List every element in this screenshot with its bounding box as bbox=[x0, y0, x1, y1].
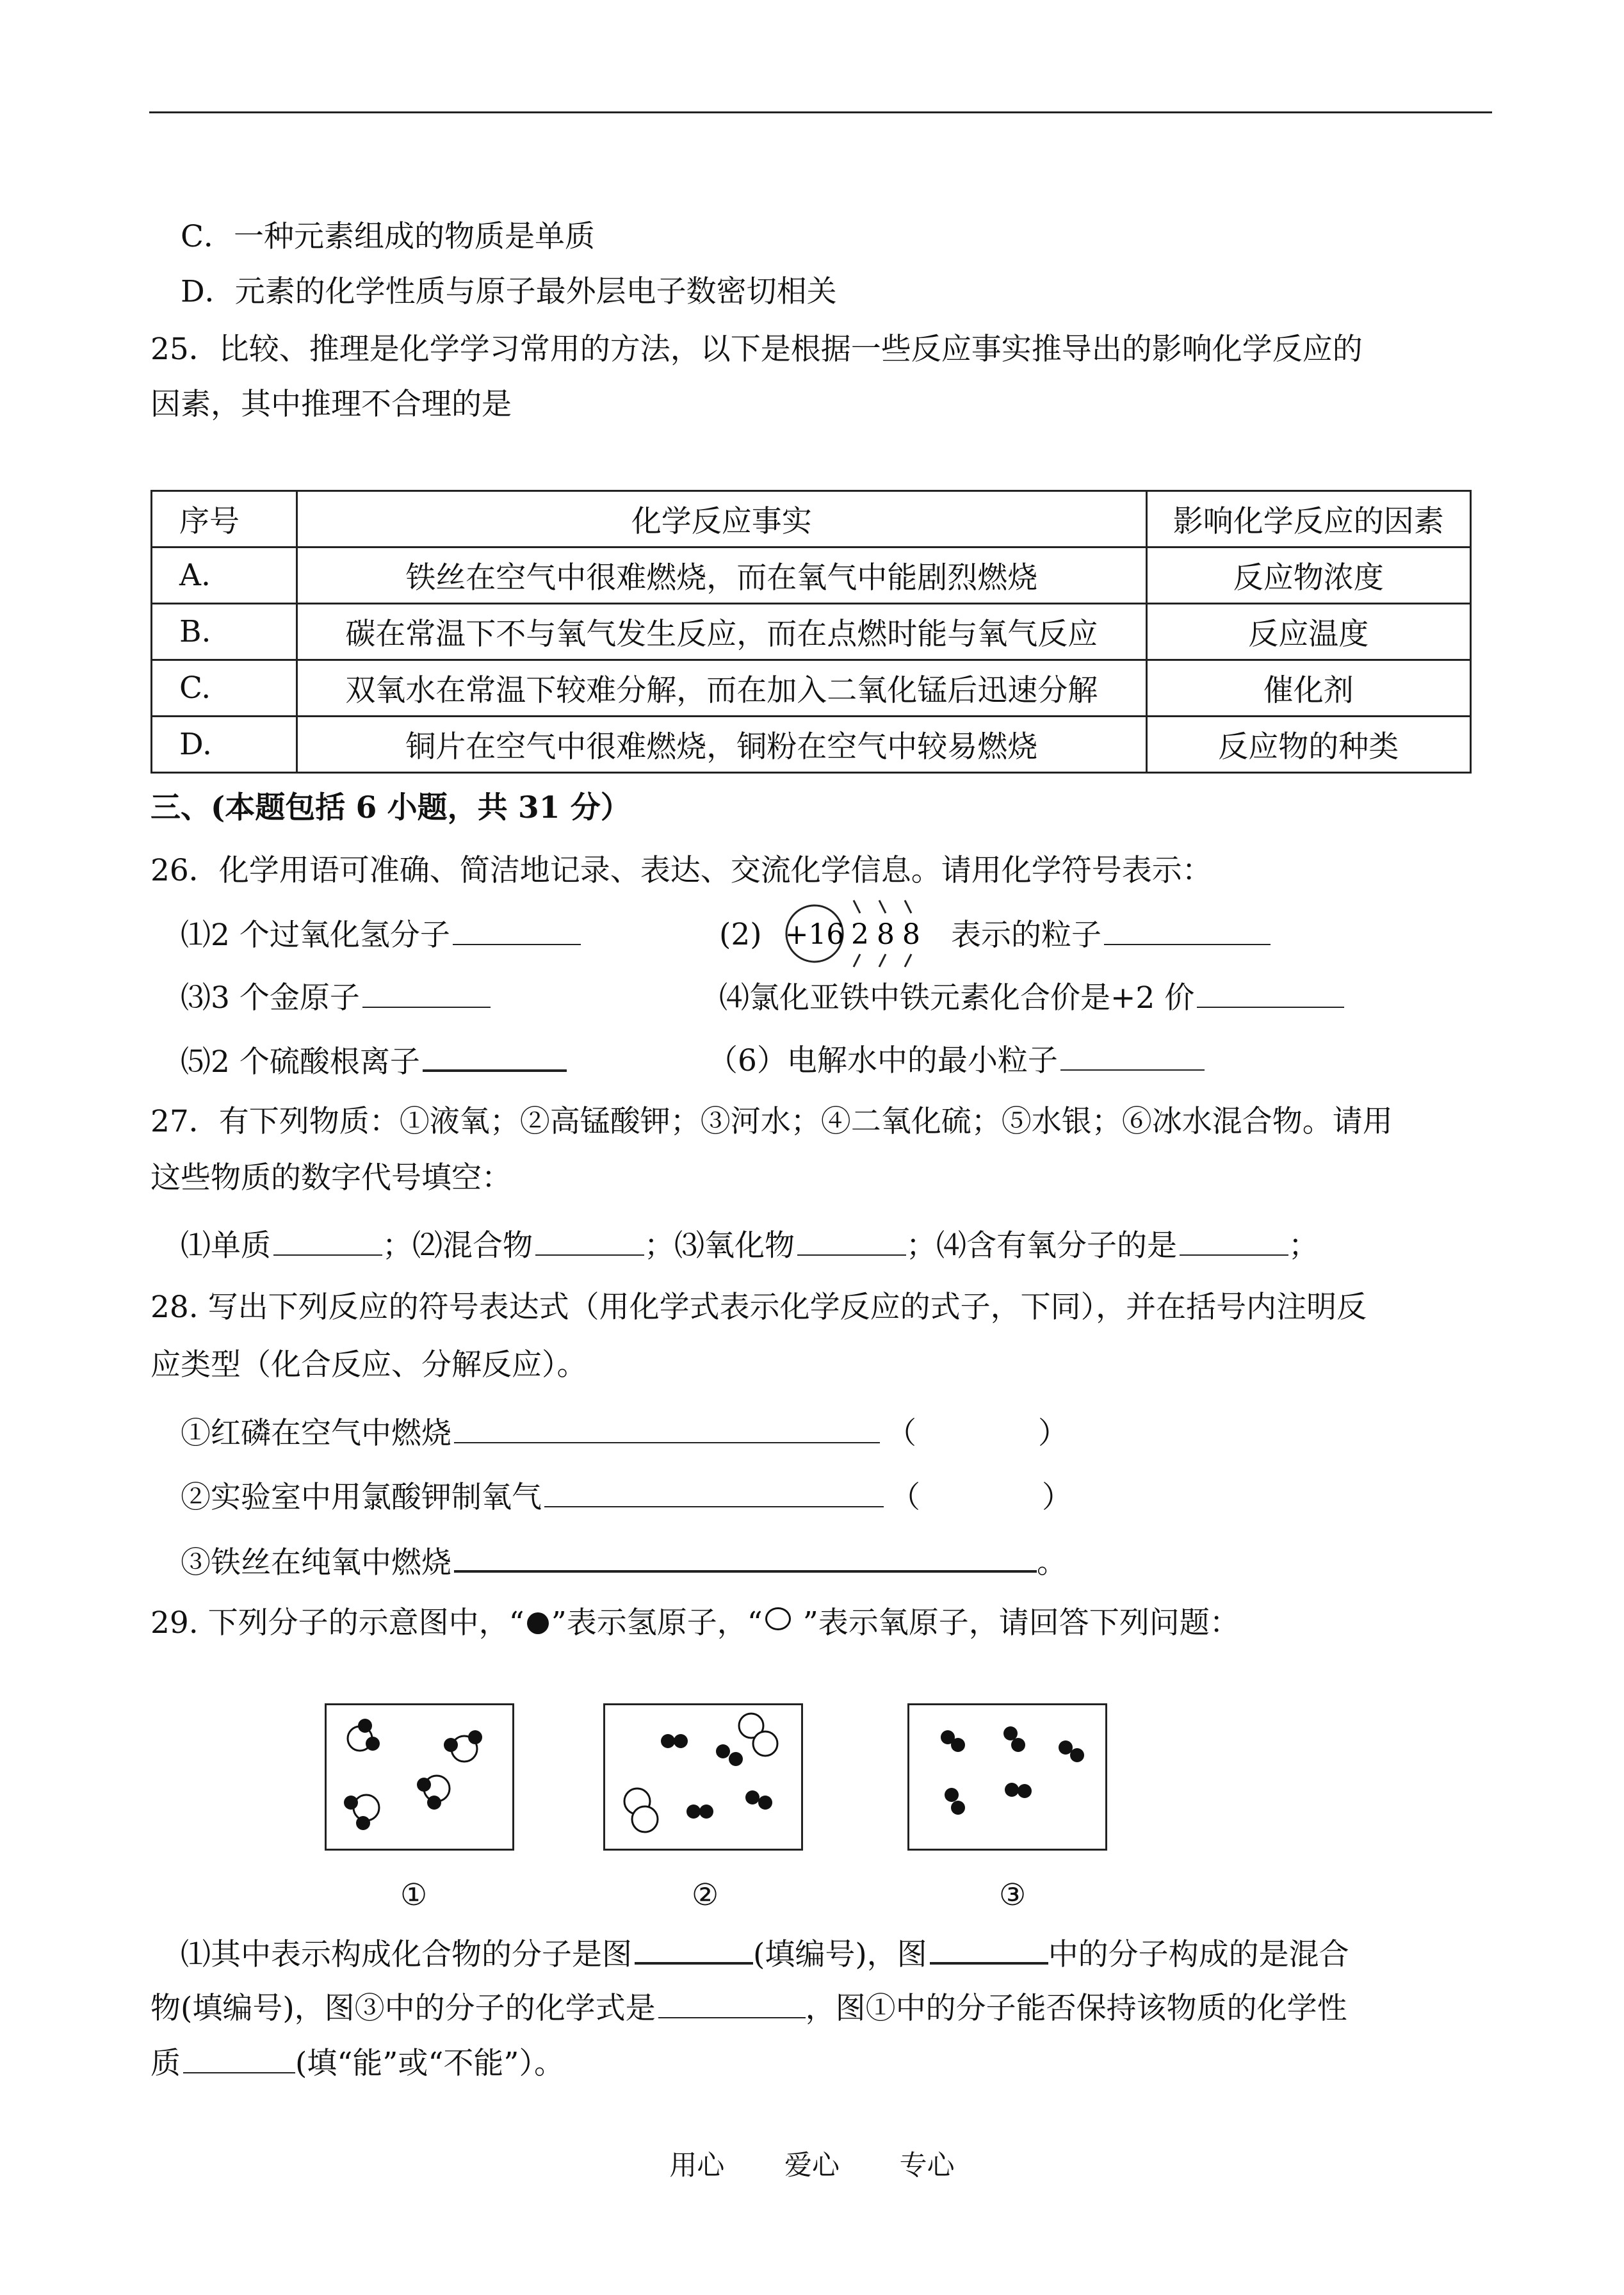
q27-c-text: ；⑶氧化物 bbox=[644, 1228, 795, 1263]
table-row bbox=[152, 660, 1471, 717]
table-cell: 反应物浓度 bbox=[1146, 547, 1470, 604]
answer-blank[interactable] bbox=[362, 978, 491, 1008]
shell-electrons-1: 2 bbox=[851, 918, 869, 951]
answer-blank[interactable] bbox=[544, 1478, 884, 1507]
q26-part6 bbox=[708, 1041, 1205, 1080]
answer-blank[interactable] bbox=[1180, 1226, 1288, 1256]
answer-blank[interactable] bbox=[453, 916, 581, 945]
hydrogen-molecule bbox=[1059, 1740, 1084, 1762]
table-header-row bbox=[152, 491, 1471, 547]
q29-l1c: 中的分子构成的是混合 bbox=[1048, 1937, 1349, 1972]
header-cell: 化学反应事实 bbox=[297, 491, 1146, 547]
answer-blank[interactable] bbox=[454, 1542, 1037, 1573]
q27-stem2: 这些物质的数字代号填空： bbox=[150, 1160, 512, 1196]
q29-l2a: 物(填编号)，图③中的分子的化学式是 bbox=[150, 1991, 656, 2026]
q29-line1 bbox=[181, 1934, 1349, 1974]
q28-r2-text: ②实验室中用氯酸钾制氧气 bbox=[181, 1480, 542, 1515]
q26-part1 bbox=[181, 916, 581, 955]
q29-line2 bbox=[150, 1989, 1347, 2028]
q29-stem-b: ”表示氢原子，“ bbox=[551, 1605, 763, 1641]
header-cell: 影响化学反应的因素 bbox=[1146, 491, 1470, 547]
hydrogen-molecule bbox=[716, 1744, 743, 1766]
water-molecule bbox=[444, 1730, 482, 1762]
hydrogen-molecule bbox=[661, 1734, 688, 1748]
table-cell: 催化剂 bbox=[1146, 660, 1470, 717]
footer-word: 专心 bbox=[899, 2150, 955, 2182]
answer-blank[interactable] bbox=[183, 2044, 295, 2073]
answer-blank[interactable] bbox=[1197, 978, 1344, 1008]
q26-part6-text: （6）电解水中的最小粒子 bbox=[708, 1043, 1058, 1078]
hydrogen-molecule bbox=[941, 1730, 965, 1752]
answer-blank[interactable] bbox=[658, 1989, 806, 2018]
figure-1-label: ① bbox=[400, 1877, 428, 1913]
shell-electrons-3: 8 bbox=[902, 918, 920, 951]
hydrogen-molecule bbox=[686, 1804, 713, 1819]
nucleus-charge: +16 bbox=[784, 918, 845, 951]
table-cell: D. bbox=[152, 717, 297, 773]
q28-reaction1 bbox=[181, 1414, 1068, 1453]
q29-l3a: 质 bbox=[150, 2046, 181, 2081]
table-cell: 碳在常温下不与氧气发生反应，而在点燃时能与氧气反应 bbox=[297, 604, 1146, 660]
q26-part2-text: 表示的粒子 bbox=[951, 918, 1101, 953]
hydrogen-molecule bbox=[1005, 1783, 1032, 1798]
table-cell: 铁丝在空气中很难燃烧，而在氧气中能剧烈燃烧 bbox=[297, 547, 1146, 604]
table-cell: 反应温度 bbox=[1146, 604, 1470, 660]
answer-blank[interactable] bbox=[273, 1226, 382, 1256]
q27-d-text: ；⑷含有氧分子的是 bbox=[906, 1228, 1177, 1263]
answer-blank[interactable] bbox=[635, 1934, 753, 1965]
water-molecule bbox=[624, 1788, 658, 1832]
q29-l2b: ，图①中的分子能否保持该物质的化学性 bbox=[805, 1991, 1347, 2026]
q28-r3-text: ③铁丝在纯氧中燃烧 bbox=[181, 1545, 451, 1580]
q27-end-text: ； bbox=[1288, 1228, 1319, 1263]
shell-electrons-2: 8 bbox=[877, 918, 895, 951]
hydrogen-molecule bbox=[1003, 1726, 1025, 1752]
q28-stem: 28. 写出下列反应的符号表达式（用化学式表示化学反应的式子，下同），并在括号内注明反 bbox=[150, 1290, 1367, 1325]
footer-word: 用心 bbox=[669, 2150, 725, 2182]
q26-stem: 26．化学用语可准确、简洁地记录、表达、交流化学信息。请用化学符号表示： bbox=[150, 853, 1212, 888]
table-cell: B. bbox=[152, 604, 297, 660]
table-cell: 反应物的种类 bbox=[1146, 717, 1470, 773]
q25-stem-line2: 因素，其中推理不合理的是 bbox=[150, 387, 512, 422]
table-row bbox=[152, 604, 1471, 660]
q24-option-c: C．一种元素组成的物质是单质 bbox=[181, 219, 595, 254]
answer-blank[interactable] bbox=[1104, 916, 1271, 945]
q26-part3-text: ⑶3 个金原子 bbox=[181, 980, 360, 1016]
table-row bbox=[152, 547, 1471, 604]
q29-stem-c: ”表示氧原子，请回答下列问题： bbox=[793, 1605, 1240, 1641]
q29-l1b: (填编号)，图 bbox=[753, 1937, 927, 1972]
footer-word: 爱心 bbox=[784, 2150, 840, 2182]
q29-line3 bbox=[150, 2044, 564, 2083]
q29-stem bbox=[150, 1604, 1240, 1642]
q29-l3b: (填“能”或“不能”）。 bbox=[295, 2046, 564, 2081]
q26-part2-label: (2) bbox=[719, 917, 762, 952]
figure-3-label: ③ bbox=[999, 1877, 1027, 1913]
section-title: 三、(本题包括 6 小题，共 31 分） bbox=[150, 790, 631, 825]
molecule-figure-1 bbox=[325, 1703, 514, 1851]
q26-part5-text: ⑸2 个硫酸根离子 bbox=[181, 1044, 420, 1080]
paren-open: （ bbox=[890, 1480, 920, 1515]
answer-blank[interactable] bbox=[797, 1226, 906, 1256]
answer-blank[interactable] bbox=[423, 1041, 567, 1072]
q28-reaction3 bbox=[181, 1542, 1067, 1582]
q26-part1-text: ⑴2 个过氧化氢分子 bbox=[181, 918, 450, 953]
header-cell: 序号 bbox=[152, 491, 297, 547]
water-molecule bbox=[739, 1714, 777, 1756]
shell-arcs-top bbox=[854, 900, 911, 913]
q28-reaction2 bbox=[181, 1478, 1072, 1517]
sulfide-ion-structure-diagram bbox=[778, 889, 945, 978]
q26-part4 bbox=[719, 978, 1344, 1018]
table-row bbox=[152, 717, 1471, 773]
hydrogen-atom-icon bbox=[527, 1612, 549, 1634]
molecule-figure-2 bbox=[603, 1703, 803, 1851]
table-cell: 双氧水在常温下较难分解，而在加入二氧化锰后迅速分解 bbox=[297, 660, 1146, 717]
water-molecule bbox=[348, 1719, 380, 1751]
hydrogen-molecule bbox=[945, 1788, 965, 1815]
hydrogen-molecule bbox=[745, 1790, 772, 1810]
q25-table bbox=[150, 490, 1472, 774]
paren-close: ） bbox=[1042, 1480, 1072, 1515]
q27-a-text: ⑴单质 bbox=[181, 1228, 271, 1263]
q26-part2 bbox=[951, 916, 1271, 955]
paren-close: ） bbox=[1038, 1416, 1068, 1451]
answer-blank[interactable] bbox=[454, 1414, 880, 1443]
q25-stem-line1: 25．比较、推理是化学学习常用的方法，以下是根据一些反应事实推导出的影响化学反应的 bbox=[150, 332, 1363, 367]
q27-stem: 27．有下列物质：①液氧；②高锰酸钾；③河水；④二氧化硫；⑤水银；⑥冰水混合物。请用 bbox=[150, 1104, 1393, 1139]
oxygen-atom-icon bbox=[765, 1607, 791, 1630]
q26-part5 bbox=[181, 1041, 567, 1082]
answer-blank[interactable] bbox=[1060, 1041, 1205, 1071]
q24-option-d: D．元素的化学性质与原子最外层电子数密切相关 bbox=[181, 274, 837, 309]
molecule-figure-3 bbox=[907, 1703, 1107, 1851]
q29-stem-a: 29. 下列分子的示意图中，“ bbox=[150, 1605, 524, 1641]
q28-r1-text: ①红磷在空气中燃烧 bbox=[181, 1416, 451, 1451]
q28-stem2: 应类型（化合反应、分解反应）。 bbox=[150, 1347, 587, 1383]
page-footer bbox=[0, 2144, 1624, 2183]
table-cell: 铜片在空气中很难燃烧，铜粉在空气中较易燃烧 bbox=[297, 717, 1146, 773]
period: 。 bbox=[1037, 1545, 1067, 1580]
answer-blank[interactable] bbox=[930, 1934, 1048, 1965]
table-cell: A. bbox=[152, 547, 297, 604]
q29-l1a: ⑴其中表示构成化合物的分子是图 bbox=[181, 1937, 632, 1972]
header-rule bbox=[149, 111, 1492, 113]
table-cell: C. bbox=[152, 660, 297, 717]
water-molecule bbox=[344, 1795, 379, 1830]
water-molecule bbox=[417, 1776, 450, 1810]
answer-blank[interactable] bbox=[535, 1226, 644, 1256]
q27-b-text: ；⑵混合物 bbox=[382, 1228, 533, 1263]
q26-part4-text: ⑷氯化亚铁中铁元素化合价是+2 价 bbox=[719, 980, 1195, 1016]
paren-open: （ bbox=[886, 1416, 916, 1451]
shell-arcs-bottom bbox=[854, 954, 911, 967]
figure-2-label: ② bbox=[692, 1877, 719, 1913]
q26-part3 bbox=[181, 978, 491, 1018]
q27-answers bbox=[181, 1226, 1319, 1265]
